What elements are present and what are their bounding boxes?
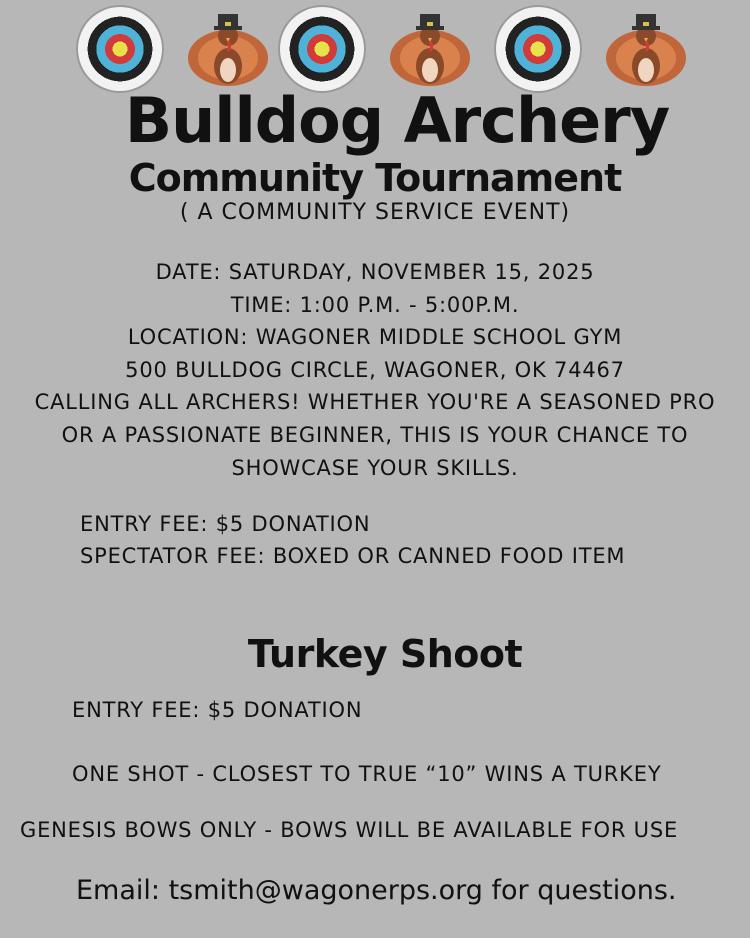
pilgrim-turkey-icon — [184, 8, 272, 90]
event-details — [0, 256, 750, 484]
spectator-fee: SPECTATOR FEE: BOXED OR CANNED FOOD ITEM — [80, 544, 626, 568]
pilgrim-turkey-icon — [386, 8, 474, 90]
event-address: 500 BULLDOG CIRCLE, WAGONER, OK 74467 — [125, 357, 625, 382]
turkey-shoot-rule: ONE SHOT - CLOSEST TO TRUE “10” WINS A TURKEY — [72, 762, 662, 786]
event-subtitle: Community Tournament — [128, 156, 622, 200]
call-to-archers-line: CALLING ALL ARCHERS! WHETHER YOU'RE A SEASONED PRO — [34, 390, 716, 415]
decoration-row — [0, 0, 750, 92]
turkey-shoot-entry-fee: ENTRY FEE: $5 DONATION — [72, 698, 363, 722]
fee-section — [80, 508, 625, 572]
archery-target-icon — [76, 5, 164, 93]
contact-email-line: Email: tsmith@wagonerps.org for questions. — [76, 875, 677, 906]
archery-target-icon — [494, 5, 582, 93]
event-date: DATE: SATURDAY, NOVEMBER 15, 2025 — [155, 260, 595, 284]
event-title: Bulldog Archery — [124, 84, 670, 157]
event-tagline: ( A COMMUNITY SERVICE EVENT) — [179, 200, 571, 225]
call-to-archers-line: OR A PASSIONATE BEGINNER, THIS IS YOUR CHANCE TO — [61, 422, 689, 447]
event-location: LOCATION: WAGONER MIDDLE SCHOOL GYM — [127, 325, 623, 350]
pilgrim-turkey-icon — [602, 8, 690, 90]
event-time: TIME: 1:00 P.M. - 5:00P.M. — [230, 292, 520, 317]
archery-target-icon — [278, 5, 366, 93]
turkey-shoot-rule: GENESIS BOWS ONLY - BOWS WILL BE AVAILABLE FOR USE — [20, 818, 679, 842]
entry-fee: ENTRY FEE: $5 DONATION — [80, 512, 371, 536]
call-to-archers-line: SHOWCASE YOUR SKILLS. — [231, 455, 519, 480]
turkey-shoot-heading: Turkey Shoot — [247, 632, 523, 676]
